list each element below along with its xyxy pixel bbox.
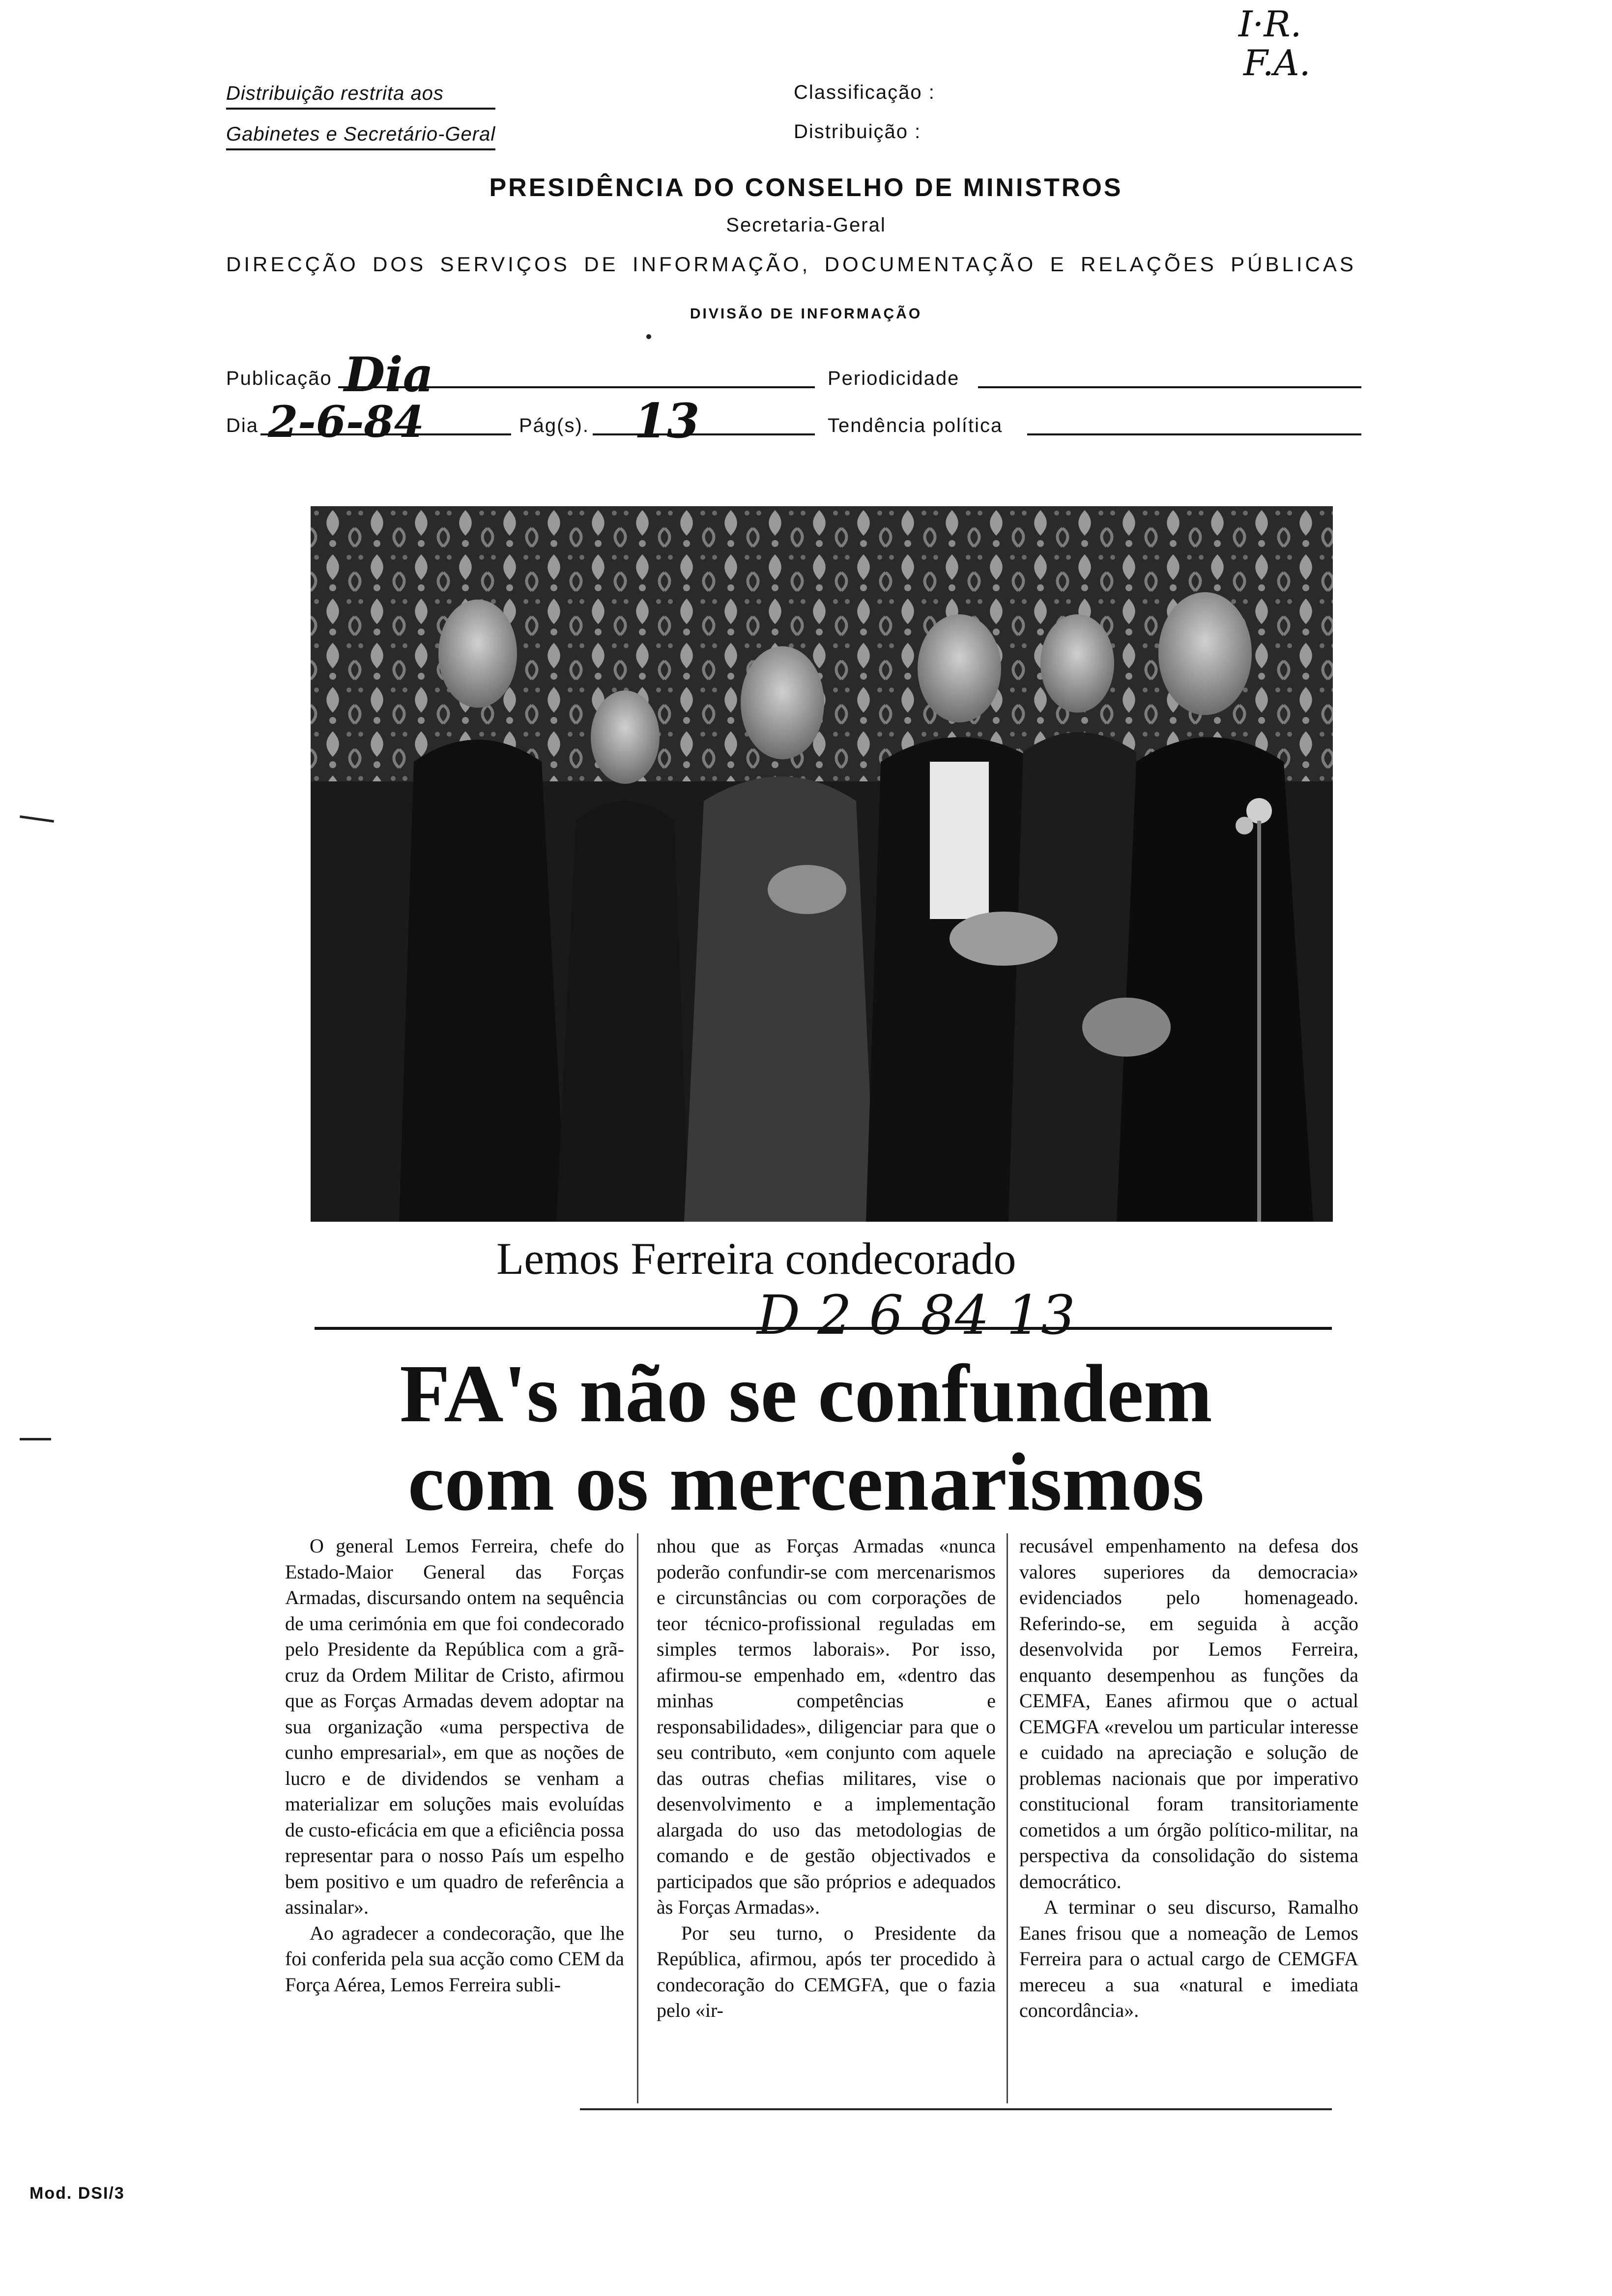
- article-photo: [311, 506, 1333, 1222]
- pags-label: Pág(s).: [519, 415, 589, 436]
- article-column-2: [657, 1533, 996, 2024]
- distribuicao-label: Distribuição :: [794, 121, 921, 143]
- article-end-rule: [580, 2108, 1332, 2110]
- paragraph: recusável empenhamento na defesa dos valores superiores da democracia» evidenciados pelo homenageado. Referindo-se, em seguida à acção desenvolvida por Lemos Ferreira, enquanto desempenhou as funções da CEMFA, Eanes afirmou que o actual CEMGFA «revelou um particular interesse e cuidado na apreciação e solução de problemas nacionais que por imperativo constitucional foram transitoriamente cometidos a um órgão político-militar, na perspectiva da consolidação do sistema democrático.: [1019, 1535, 1358, 1893]
- handwritten-corner-note: [1234, 5, 1311, 83]
- column-divider: [637, 1533, 638, 2103]
- headline-line-1: FA's não se confundem: [400, 1348, 1212, 1439]
- paragraph: O general Lemos Ferreira, chefe do Estado-Maior General das Forças Armadas, discursando ontem na sequência de uma cerimónia em que foi condecorado pelo Presidente da República com a grã-cruz da Ordem Militar de Cristo, afirmou que as Forças Armadas devem adoptar na sua organização «uma perspectiva de cunho empresarial», em que as noções de lucro e de dividendos se venham a materializar em soluções mais evoluídas de custo-eficácia em que a eficiência possa representar para o nosso País um espelho bem positivo e um quadro de referência a assinalar».: [285, 1535, 624, 1918]
- headline-line-2: com os mercenarismos: [407, 1436, 1205, 1528]
- institution-title: PRESIDÊNCIA DO CONSELHO DE MINISTROS: [489, 173, 1123, 202]
- restricted-line-1: Distribuição restrita aos: [226, 83, 495, 110]
- paragraph: Por seu turno, o Presidente da República, afirmou, após ter procedido à condecoração do CEMGFA, que o fazia pelo «ir-: [657, 1922, 996, 2021]
- direccao-word: DOS: [373, 253, 427, 276]
- ink-dot: [646, 334, 651, 339]
- paragraph: A terminar o seu discurso, Ramalho Eanes frisou que a nomeação de Lemos Ferreira para o actual cargo de CEMGFA mereceu a sua «natural e imediata concordância».: [1019, 1896, 1358, 2021]
- direccao-word: DIRECÇÃO: [226, 253, 359, 276]
- direccao-word: INFORMAÇÃO,: [632, 253, 811, 276]
- restricted-distribution-label: [226, 83, 495, 150]
- photo-caption: Lemos Ferreira condecorado: [496, 1234, 1016, 1284]
- direccao-word: E: [1050, 253, 1067, 276]
- restricted-line-2: Gabinetes e Secretário-Geral: [226, 123, 495, 150]
- article-column-3: [1019, 1533, 1358, 2024]
- margin-mark: [20, 815, 54, 823]
- direccao-word: PÚBLICAS: [1231, 253, 1356, 276]
- publicacao-value: Dia: [344, 347, 433, 402]
- pags-line: [593, 433, 815, 435]
- direccao-word: RELAÇÕES: [1081, 253, 1217, 276]
- dia-value: 2-6-84: [268, 396, 424, 447]
- classificacao-label: Classificação :: [794, 82, 935, 103]
- paragraph: Ao agradecer a condecoração, que lhe foi conferida pela sua acção como CEM da Força Aérea, Lemos Ferreira subli-: [285, 1922, 624, 1996]
- publicacao-label: Publicação: [226, 368, 332, 389]
- periodicidade-label: Periodicidade: [828, 368, 960, 389]
- secretaria-geral: Secretaria-Geral: [726, 214, 886, 236]
- column-divider: [1007, 1533, 1008, 2103]
- periodicidade-line: [978, 386, 1361, 388]
- article-column-1: [285, 1533, 624, 1998]
- direccao-word: DOCUMENTAÇÃO: [824, 253, 1036, 276]
- direccao-line: [226, 253, 1356, 276]
- divisao-informacao: DIVISÃO DE INFORMAÇÃO: [690, 306, 922, 322]
- pags-value: 13: [634, 393, 700, 449]
- tendencia-label: Tendência política: [828, 415, 1003, 436]
- handwritten-note-line-2: F.A.: [1243, 42, 1311, 84]
- model-code: Mod. DSI/3: [29, 2184, 125, 2203]
- dia-label: Dia: [226, 415, 259, 436]
- margin-mark: [20, 1438, 51, 1440]
- paragraph: nhou que as Forças Armadas «nunca poderão confundir-se com mercenarismos e circunstâncias ou com corporações de teor técnico-profissional reguladas em simples termos laborais». Por isso, afirmou-se empenhado em, «dentro das minhas competências e responsabilidades», diligenciar para que o seu contributo, «em conjunto com aquele das outras chefias militares, vise o desenvolvimento e a implementação alargada do uso das metodologias de comando e de gestão objectivados e participados que são próprios e adequados às Forças Armadas».: [657, 1535, 996, 1918]
- handwritten-note-line-1: I·R.: [1238, 3, 1302, 45]
- photo-illustration: [311, 506, 1333, 1222]
- direccao-word: SERVIÇOS: [440, 253, 570, 276]
- tendencia-line: [1027, 433, 1361, 435]
- handwritten-reference: D 2 6 84 13: [757, 1284, 1075, 1347]
- direccao-word: DE: [584, 253, 619, 276]
